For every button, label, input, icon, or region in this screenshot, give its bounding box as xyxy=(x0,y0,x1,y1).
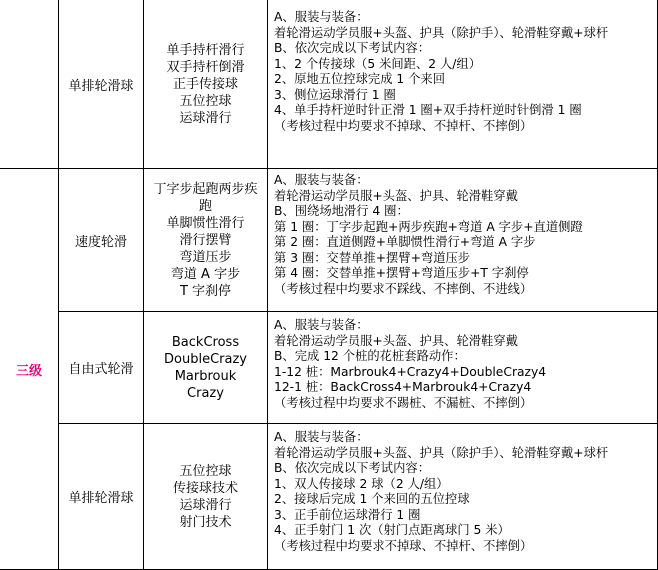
skill-item: T 字刹停 xyxy=(179,283,232,299)
requirement-line: （考核过程中均要求不掉球、不掉杆、不摔倒） xyxy=(274,118,533,133)
skill-item: 射门技术 xyxy=(179,514,232,530)
skills-cell xyxy=(144,0,267,168)
project-name: 速度轮滑 xyxy=(74,234,127,250)
skill-item: 正手传接球 xyxy=(172,76,238,92)
requirement-line: 第 2 圈：直道侧蹬+单脚惯性滑行+弯道 A 字步 xyxy=(274,235,536,249)
requirement-line: 1-12 桩：Marbrouk4+Crazy4+DoubleCrazy4 xyxy=(274,364,547,379)
requirement-line: （考核过程中均要求不掉球、不掉杆、不摔倒） xyxy=(274,538,533,553)
skills-cell xyxy=(144,312,267,423)
requirement-line: 3、正手前位运球滑行 1 圈 xyxy=(274,507,421,522)
requirement-line: 着轮滑运动学员服+头盔、护具（除护手）、轮滑鞋穿戴+球杆 xyxy=(274,445,609,460)
skill-item: Marbrouk xyxy=(174,368,237,384)
requirement-line: A、服装与装备： xyxy=(274,318,369,332)
requirement-line: 2、接球后完成 1 个来回的五位控球 xyxy=(274,492,470,506)
skill-item: 五位控球 xyxy=(179,463,232,479)
skill-item: 滑行摆臂 xyxy=(179,232,232,248)
requirement-line: 3、侧位运球滑行 1 圈 xyxy=(274,87,396,102)
project-name-cell xyxy=(59,424,143,569)
skill-item: DoubleCrazy xyxy=(164,351,247,367)
requirement-line: B、依次完成以下考试内容： xyxy=(274,461,430,475)
requirement-line: B、依次完成以下考试内容： xyxy=(274,41,430,55)
requirement-line: 1、双人传接球 2 球（2 人/组） xyxy=(274,476,449,491)
project-name: 单排轮滑球 xyxy=(68,491,134,506)
requirement-line: 2、原地五位控球完成 1 个来回 xyxy=(274,72,446,86)
skill-item: 运球滑行 xyxy=(179,110,232,126)
skills-cell xyxy=(144,424,267,569)
requirement-line: B、完成 12 个桩的花桩套路动作： xyxy=(274,349,466,363)
requirement-line: 着轮滑运动学员服+头盔、护具、轮滑鞋穿戴 xyxy=(274,333,518,348)
requirement-line: （考核过程中均要求不踩线、不摔倒、不进线） xyxy=(274,281,533,296)
project-name-cell xyxy=(59,0,143,168)
skill-item: 丁字步起跑两步疾 xyxy=(153,181,258,197)
skill-item: 单手持杆滑行 xyxy=(166,42,245,58)
skill-item: 弯道 A 字步 xyxy=(170,266,241,282)
skill-item: 跑 xyxy=(198,198,212,214)
requirement-line: A、服装与装备： xyxy=(274,10,369,24)
requirement-line: 第 1 圈：丁字步起跑+两步疾跑+弯道 A 字步+直道侧蹬 xyxy=(274,219,583,234)
project-name: 单排轮滑球 xyxy=(68,78,134,94)
requirement-line: 1、2 个传接球（5 米间距、2 人/组） xyxy=(274,56,482,71)
skill-item: 弯道压步 xyxy=(179,249,232,265)
skill-item: BackCross xyxy=(171,334,240,350)
requirement-line: 4、单手持杆逆时针正滑 1 圈+双手持杆逆时针倒滑 1 圈 xyxy=(274,103,582,117)
requirement-line: 第 4 圈：交替单推+摆臂+弯道压步+T 字刹停 xyxy=(274,266,529,280)
requirement-line: 着轮滑运动学员服+头盔、护具、轮滑鞋穿戴 xyxy=(274,188,518,203)
requirements-cell xyxy=(268,312,657,423)
requirements-cell xyxy=(268,424,657,569)
requirement-line: 第 3 圈：交替单推+摆臂+弯道压步 xyxy=(274,250,471,265)
skill-item: 单脚惯性滑行 xyxy=(166,215,245,231)
requirement-line: （考核过程中均要求不踢桩、不漏桩、不摔倒） xyxy=(274,395,533,410)
requirement-line: 4、正手射门 1 次（射门点距离球门 5 米） xyxy=(274,523,510,537)
skills-cell xyxy=(144,169,267,311)
skill-item: 五位控球 xyxy=(179,93,232,109)
requirement-line: A、服装与装备： xyxy=(274,173,369,187)
skill-item: 双手持杆倒滑 xyxy=(166,59,245,75)
skill-item: 传接球技术 xyxy=(172,480,238,496)
project-name-cell xyxy=(59,312,143,423)
requirements-cell xyxy=(268,0,657,168)
level-cell xyxy=(0,169,58,569)
project-name: 自由式轮滑 xyxy=(68,362,134,377)
level-label: 三级 xyxy=(15,363,42,379)
project-name-cell xyxy=(59,169,143,311)
skill-item: Crazy xyxy=(187,385,224,401)
requirements-cell xyxy=(268,169,657,311)
requirement-line: A、服装与装备： xyxy=(274,430,369,444)
requirement-line: 12-1 桩：BackCross4+Marbrouk4+Crazy4 xyxy=(274,380,532,394)
requirement-line: B、围绕场地滑行 4 圈： xyxy=(274,204,409,218)
requirement-line: 着轮滑运动学员服+头盔、护具（除护手）、轮滑鞋穿戴+球杆 xyxy=(274,25,609,40)
skill-item: 运球滑行 xyxy=(179,497,232,513)
